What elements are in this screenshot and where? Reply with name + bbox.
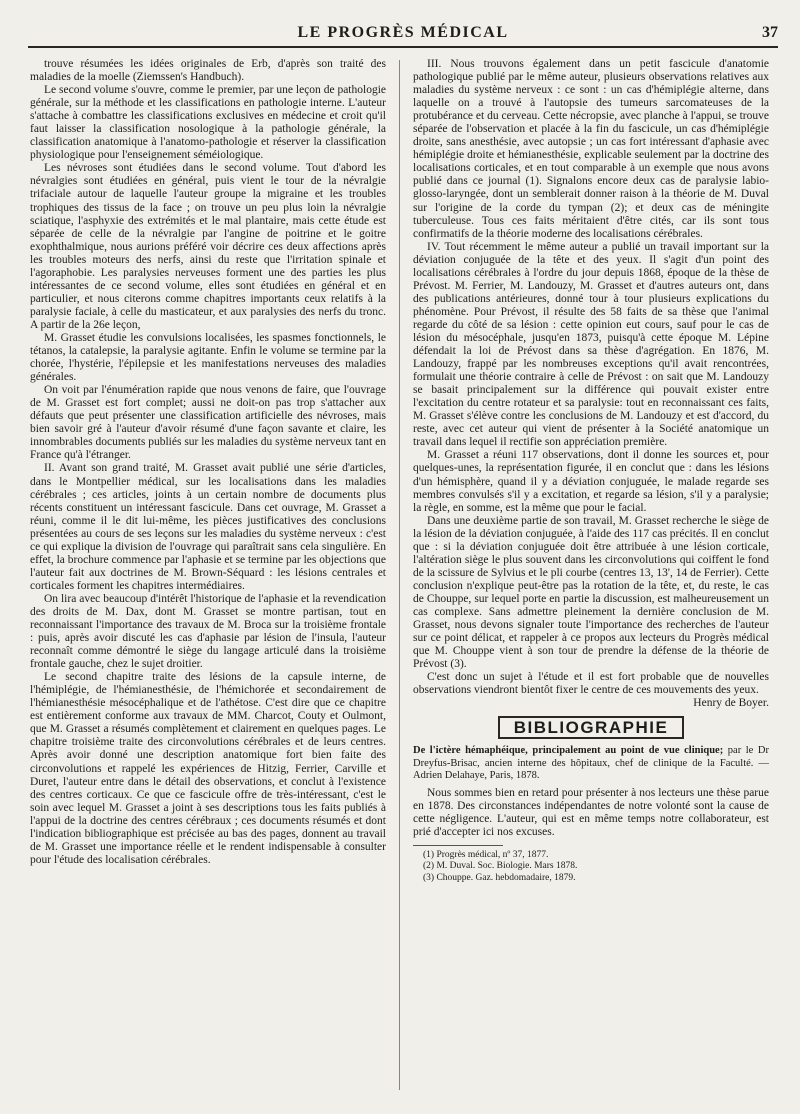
paragraph: M. Grasset étudie les convulsions localisées, les spasmes fonctionnels, le tétanos, la catalepsie, la paralysie agitante. Enfin le volume se termine par la chorée, l'hystérie, l'épilepsie et les manifestations nerveuses des maladies générales. — [30, 331, 386, 384]
paragraph: Le second chapitre traite des lésions de la capsule interne, de l'hémiplégie, de l'hémianesthésie, de l'hémichorée et secondairement de l'hémianesthésie mésocéphalique et de l'athétose. C'est dire que ce chapitre est entièrement conforme aux travaux de MM. Charcot, Couty et Oulmont, que M. Grasset a résumés complètement et clairement en quelques pages. Le chapitre troisième traite des circonvolutions cérébrales et de leurs centres. Après avoir donné une description anatomique fort bien faite des circonvolutions et rappelé les expériences de Hitzig, Ferrier, Carville et Duret, l'auteur entre dans le détail des observations, et conclut à l'existence des centres corticaux. Ce que ce fascicule offre de très-intéressant, c'est le soin avec lequel M. Grasset a joint à ses descriptions tous les faits publiés à l'appui de la doctrine des centres cérébraux ; ces documents résumés et dont l'indication bibliographique est précisée au bas des pages, donnent au travail de M. Grasset une importance réelle et le rendent indispensable à consulter pour l'étude des localisation cérébrales. — [30, 671, 386, 866]
paragraph: On voit par l'énumération rapide que nous venons de faire, que l'ouvrage de M. Grasset est fort complet; aussi ne doit-on pas trop s'attacher aux défauts que peut présenter une classification artificielle des névroses, mais bien savoir gré à l'auteur d'avoir résumé d'une façon savante et claire, les innombrables documents publiés sur les maladies du système nerveux tant en France qu'à l'étranger. — [30, 384, 386, 462]
paragraph: Les névroses sont étudiées dans le second volume. Tout d'abord les névralgies sont étudiées en général, puis vient le tour de la névralgie trifaciale autour de laquelle l'auteur groupe la migraine et les troubles trophiques des tissus de la face ; on trouve un peu plus loin la névralgie sciatique, l'asphyxie des extrémités et le mal plantaire, mais cette étude est séparée de celle de la névralgie par l'angine de poitrine et le goitre exophthalmique, nous aurions préféré voir décrire ces deux affections après les troubles moteurs des nerfs, ainsi du reste que l'irritation spinale et l'agoraphobie. Les paralysies nerveuses forment une des parties les plus intéressantes de ce second volume, elles sont étudiées en général et en particulier, et nous citerons comme chapitres importants ceux relatifs à la paralysie faciale, à celle du masticateur, et aux paralysies des nerfs du tronc. A partir de la 26e leçon, — [30, 162, 386, 331]
paragraph: M. Grasset a réuni 117 observations, dont il donne les sources et, pour quelques-unes, la représentation figurée, il en conclut que : dans les lésions d'un hémisphère, quand il y a déviation conjuguée, le malade regarde ses membres convulsés s'il y a excitation, et regarde sa lésion, s'il y a paralysie; la règle, en somme, est la même que pour le facial. — [413, 449, 769, 514]
bibliography-entry — [413, 745, 769, 782]
bibliography-entry-title: De l'ictère hémaphéique, principalement au point de vue clinique; — [413, 745, 724, 757]
left-column — [30, 58, 386, 1098]
bibliography-heading: BIBLIOGRAPHIE — [498, 716, 685, 739]
paragraph: C'est donc un sujet à l'étude et il est fort probable que de nouvelles observations viendront bientôt fixer le centre de ces mouvements des yeux. — [413, 671, 769, 697]
author-signature: Henry de Boyer. — [693, 697, 769, 710]
paragraph: II. Avant son grand traité, M. Grasset avait publié une série d'articles, dans le Montpellier médical, sur les localisations dans les maladies cérébrales ; ces articles, joints à un certain nombre de documents plus récents constituent un intéressant fascicule. Dans cet ouvrage, M. Grasset a réuni, comme il le dit lui-même, les pièces justificatives des conclusions présentées au cours de ses leçons sur les maladies du système nerveux : c'est ce qui explique la division de l'ouvrage qui paraîtrait sans cela singulière. En effet, la brochure commence par l'aphasie et se termine par les objections que l'auteur fait aux doctrines de M. Brown-Séquard : les lésions centrales et corticales forment les chapitres intermédiaires. — [30, 462, 386, 592]
paragraph: IV. Tout récemment le même auteur a publié un travail important sur la déviation conjuguée de la tête et des yeux. Il s'agit d'un point des localisations cérébrales à l'ordre du jour depuis 1868, époque de la thèse de Prévost. M. Ferrier, M. Landouzy, M. Grasset et d'autres auteurs ont, dans des publications antérieures, donné tour à tour plusieurs explications du phénomène. Pour Prévost, il résulte des 58 faits de sa thèse que l'animal regarde du côté de sa lésion : cette opinion eut cours, sauf pour le cas de lésion du mésocéphale, jusqu'en 1873, puisqu'à cette époque M. Lépine défendait la loi de Prévost dans sa thèse d'agrégation. En 1876, M. Landouzy, frappé par les nombreuses exceptions qu'il avait rencontrées, formulait une théorie contraire à celle de Prévost : on sait que M. Landouzy se basait principalement sur la différence qui pouvait exister entre l'excitation du centre rotateur et sa paralysie: tout en reconnaissant ces faits, M. Grasset s'élève contre les conclusions de M. Landouzy et est d'accord, du reste, avec cet auteur qui vient de présenter à la Société anatomique un travail dans lequel il rectifie son appréciation première. — [413, 240, 769, 449]
footnote-separator — [413, 845, 503, 846]
bibliography-paragraph: Nous sommes bien en retard pour présenter à nos lecteurs une thèse parue en 1878. Des circonstances indépendantes de notre volonté sont la cause de cette négligence. L'auteur, qui est en même temps notre collaborateur, est prié d'accepter ici nos excuses. — [413, 786, 769, 838]
paragraph: III. Nous trouvons également dans un petit fascicule d'anatomie pathologique publié par le même auteur, plusieurs observations relatives aux maladies du système nerveux : ce sont : un cas d'hémiplégie alterne, dans laquelle on a trouvé à l'autopsie des tumeurs sarcomateuses de la protubérance et du cerveau. Cette nécropsie, avec planche à l'appui, se trouve séparée de l'observation et placée à la fin du fascicule, un cas d'hémiplégie droite, sans anesthésie, avec autopsie ; un cas fort intéressant d'aphasie avec hémiplégie droite et hémianesthésie, explicable seulement par la doctrine des localisations corticales, et en tout comparable à un exemple que nous avons publié dans ce journal (1). Signalons encore deux cas de paralysie labio-glosso-laryngée, dont un semblerait donner raison à la théorie de M. Duval sur l'origine de la corde du tympan (2); et deux cas de méningite tuberculeuse. Tous ces faits méritaient d'être cités, car ils sont tous confirmatifs de la théorie moderne des localisations cérébrales. — [413, 58, 769, 240]
paragraph: trouve résumées les idées originales de Erb, d'après son traité des maladies de la moelle (Ziemssen's Handbuch). — [30, 58, 386, 84]
running-title: LE PROGRÈS MÉDICAL — [297, 24, 509, 41]
column-divider — [399, 60, 400, 1090]
bibliography-entry-details: par le Dr Dreyfus-Brisac, ancien interne des hôpitaux, chef de clinique de la Faculté. — Adrien Delahaye, Paris, 1878. — [413, 745, 769, 782]
paragraph: On lira avec beaucoup d'intérêt l'historique de l'aphasie et la revendication des droits de M. Dax, dont M. Grasset se montre partisan, tout en reconnaissant l'importance des travaux de M. Broca sur la troisième frontale : puis, après avoir discuté les cas d'aphasie par lésion de l'insula, l'auteur reconnaît comme démontré le siège du langage articulé dans la troisième frontale gauche, chez le sujet droitier. — [30, 592, 386, 671]
paragraph: Dans une deuxième partie de son travail, M. Grasset recherche le siège de la lésion de la déviation conjuguée, à l'aide des 117 cas précités. Il en conclut que : si la déviation conjuguée doit être attribuée à une lésion corticale, l'altération siège le plus souvent dans les circonvolutions qui coiffent le fond de la scissure de Sylvius et le pli courbe (centres 13, 13', 14 de Ferrier). Cette conclusion n'explique peut-être pas la rotation de la tête, et, du reste, le cas de Chouppe, sur lequel porte en partie la discussion, est malheureusement un cas complexe. Sans admettre pleinement la dernière conclusion de M. Grasset, nous devons signaler toute l'importance des recherches de l'auteur sur ce point délicat, et rappeler à ce propos aux lecteurs du Progrès médical que M. Chouppe vient à son tour de prendre la défense de la théorie de Prévost (3). — [413, 514, 769, 671]
paragraph: Le second volume s'ouvre, comme le premier, par une leçon de pathologie générale, sur la méthode et les classifications en pathologie interne. L'auteur s'attache à combattre les classifications exclusives en médecine et croit qu'il faut laisser la classification nosologique à la pathologie générale, la classification anatomique à l'anatomo-pathologie et réserver la classification physiologique pour l'enseignement séméiologique. — [30, 84, 386, 162]
page-header — [28, 20, 778, 48]
right-column — [413, 58, 769, 1098]
footnote: (3) Chouppe. Gaz. hebdomadaire, 1879. — [423, 872, 576, 883]
bibliography-section — [413, 716, 769, 739]
footnote: (2) M. Duval. Soc. Biologie. Mars 1878. — [423, 861, 578, 872]
page-number: 37 — [762, 24, 778, 41]
footnote: (1) Progrès médical, nº 37, 1877. — [423, 849, 549, 860]
